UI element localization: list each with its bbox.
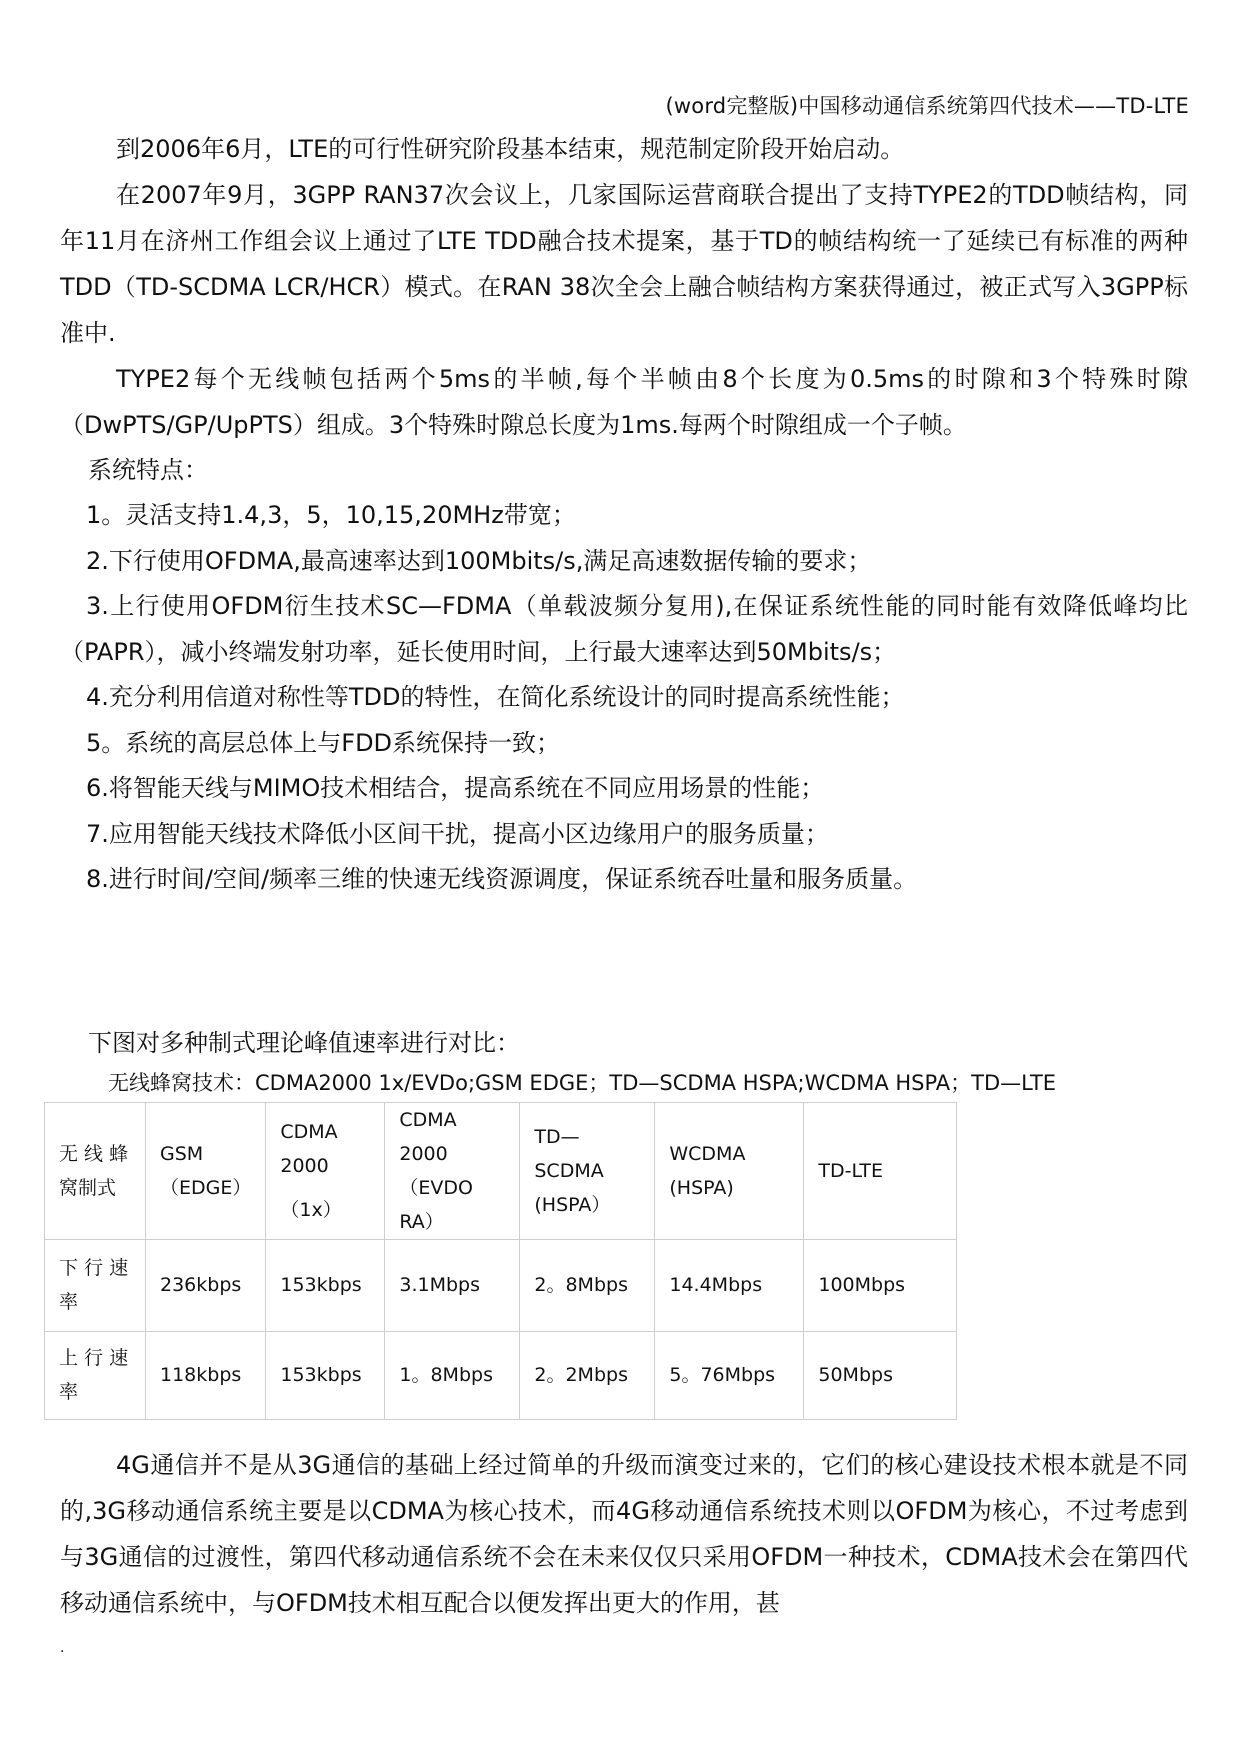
table-row [45,1239,957,1331]
header-cell [385,1102,520,1239]
header-line: TD—SCDMA [534,1125,604,1182]
feature-item-4: 4.充分利用信道对称性等TDD的特性，在简化系统设计的同时提高系统性能； [86,683,905,711]
header-line: CDMA 2000 [399,1108,457,1165]
table-cell: 153kbps [266,1331,385,1419]
header-line: GSM [160,1142,204,1165]
table-cell: 100Mbps [804,1239,957,1331]
table-caption: 无线蜂窝技术：CDMA2000 1x/EVDo;GSM EDGE；TD—SCDMA HSPA;WCDMA HSPA；TD—LTE [108,1070,1057,1095]
header-cell [655,1102,804,1239]
paragraph-2: 在2007年9月，3GPP RAN37次会议上，几家国际运营商联合提出了支持TYPE2的TDD帧结构，同年11月在济州工作组会议上通过了LTE TDD融合技术提案，基于TD的帧结构统一了延续已有标准的两种TDD（TD-SCDMA LCR/HCR）模式。在RAN 38次全会上融合帧结构方案获得通过，被正式写入3GPP标准中. [60,181,1188,347]
paragraph-1: 到2006年6月，LTE的可行性研究阶段基本结束，规范制定阶段开始启动。 [116,135,905,163]
table-cell: 236kbps [146,1239,266,1331]
feature-item-5: 5。系统的高层总体上与FDD系统保持一致； [86,728,561,757]
header-cell [520,1102,655,1239]
closing-paragraph: 4G通信并不是从3G通信的基础上经过简单的升级而演变过来的，它们的核心建设技术根本就是不同的,3G移动通信系统主要是以CDMA为核心技术，而4G移动通信系统技术则以OFDM为核心，不过考虑到与3G通信的过渡性，第四代移动通信系统不会在未来仅仅只采用OFDM一种技术，CDMA技术会在第四代移动通信系统中，与OFDM技术相互配合以便发挥出更大的作用，甚 [60,1450,1188,1617]
row-label-line: 率 [59,1291,79,1313]
header-cell [146,1102,266,1239]
table-cell: 3.1Mbps [385,1239,520,1331]
table-cell: 153kbps [266,1239,385,1331]
feature-item-6: 6.将智能天线与MIMO技术相结合，提高系统在不同应用场景的性能； [86,774,825,802]
header-line: （EDGE） [160,1176,252,1199]
header-line: (HSPA） [534,1193,611,1216]
feature-item-2: 2.下行使用OFDMA,最高速率达到100Mbits/s,满足高速数据传输的要求； [86,546,872,575]
header-line: (HSPA) [669,1176,734,1199]
header-line: （1x） [280,1198,342,1221]
spacer [60,903,1188,1021]
table-cell: 14.4Mbps [655,1239,804,1331]
document-body [60,126,1188,1626]
feature-item-3: 3.上行使用OFDM衍生技术SC—FDMA（单载波频分复用),在保证系统性能的同时能有效降低峰均比（PAPR），减小终端发射功率，延长使用时间，上行最大速率达到50Mbits/s； [60,592,1188,666]
features-title: 系统特点： [88,456,208,484]
feature-item-1: 1。灵活支持1.4,3，5，10,15,20MHz带宽； [86,501,576,529]
table-cell: 118kbps [146,1331,266,1419]
header-line: 窝制式 [59,1176,117,1199]
table-cell: 5。76Mbps [655,1331,804,1419]
rate-comparison-table [44,1102,957,1420]
feature-item-8: 8.进行时间/空间/频率三维的快速无线资源调度，保证系统吞吐量和服务质量。 [86,865,918,893]
table-header-row [45,1102,957,1239]
header-line: 无 线 蜂 [59,1142,129,1165]
header-cell [45,1102,146,1239]
header-line: WCDMA [669,1142,746,1165]
feature-item-7: 7.应用智能天线技术降低小区间干扰，提高小区边缘用户的服务质量； [86,819,829,848]
table-row [45,1331,957,1419]
header-line: TD-LTE [818,1159,884,1182]
row-label [45,1239,146,1331]
table-cell: 2。8Mbps [520,1239,655,1331]
comparison-intro: 下图对多种制式理论峰值速率进行对比： [88,1028,520,1057]
paragraph-3: TYPE2每个无线帧包括两个5ms的半帧,每个半帧由8个长度为0.5ms的时隙和3个特殊时隙（DwPTS/GP/UpPTS）组成。3个特殊时隙总长度为1ms.每两个时隙组成一个子帧。 [60,365,1188,439]
footer-mark: . [60,1640,65,1656]
header-line: （EVDO RA） [399,1176,473,1233]
header-cell [266,1102,385,1239]
row-label-line: 率 [59,1381,79,1403]
row-label [45,1331,146,1419]
table-cell: 1。8Mbps [385,1331,520,1419]
header-cell [804,1102,957,1239]
row-label-line: 上 行 速 [59,1347,129,1369]
page-header: (word完整版)中国移动通信系统第四代技术——TD-LTE [665,94,1189,118]
table-cell: 50Mbps [804,1331,957,1419]
row-label-line: 下 行 速 [59,1257,129,1279]
header-line: CDMA 2000 [280,1120,338,1177]
table-cell: 2。2Mbps [520,1331,655,1419]
